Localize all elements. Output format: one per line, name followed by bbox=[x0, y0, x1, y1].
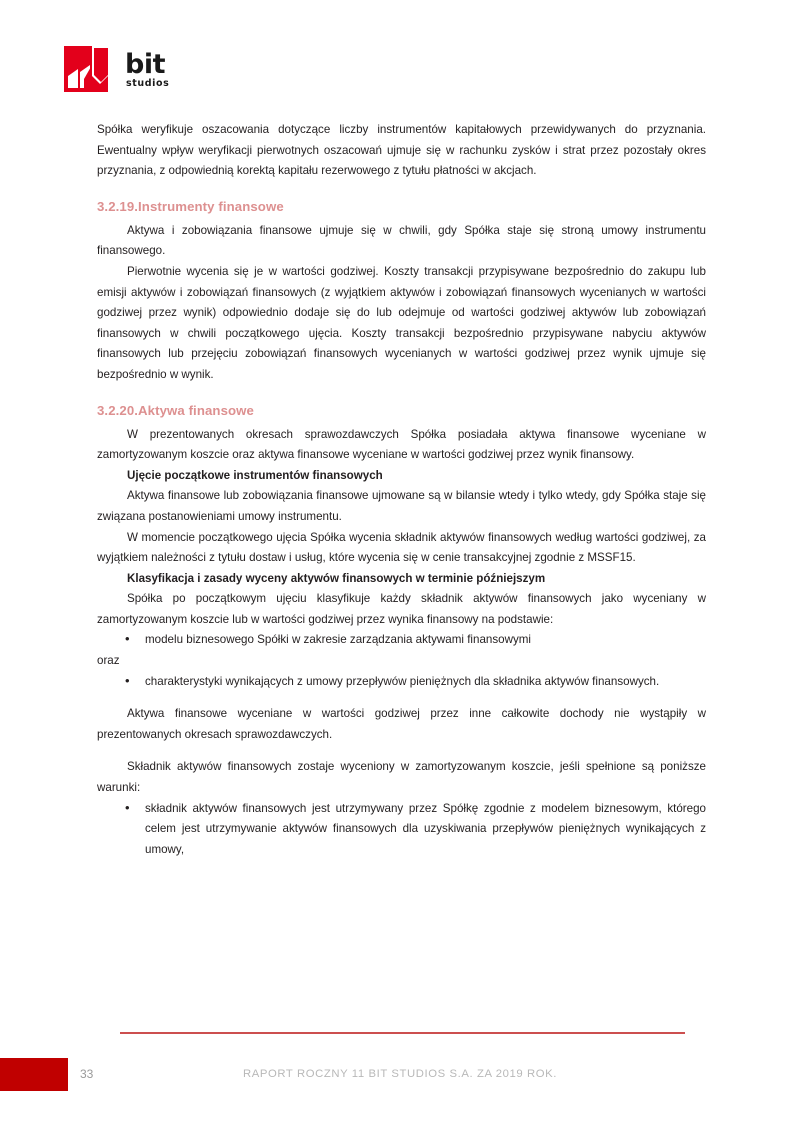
section2-paragraph-2: Aktywa finansowe lub zobowiązania finansowe ujmowane są w bilansie wtedy i tylko wtedy, gdy Spółka staje się związana postanowieniami umowy instrumentu. bbox=[97, 489, 706, 523]
subheading-klasyfikacja: Klasyfikacja i zasady wyceny aktywów finansowych w terminie późniejszym bbox=[127, 571, 546, 585]
connector-oraz: oraz bbox=[97, 654, 120, 668]
section1-paragraph-2: Pierwotnie wycenia się je w wartości godziwej. Koszty transakcji przypisywane bezpośrednio do zakupu lub emisji aktywów i zobowiązań finansowych (z wyjątkiem aktywów i zobowiązań finansowych wycenianych w wartości godziwej przez wynik) odpowiednio dodaje się do lub odejmuje od wartości godziwej aktywów lub zobowiązań finansowych w chwili początkowego ujęcia. Koszty transakcji bezpośrednio przypisywane nabyciu aktywów finansowych lub przejęciu zobowiązań finansowych wycenianych w wartości godziwej przez wynik ujmuje się bezpośrednio w wynik. bbox=[97, 264, 706, 381]
section1-paragraph-1: Aktywa i zobowiązania finansowe ujmuje się w chwili, gdy Spółka staje się stroną umowy instrumentu finansowego. bbox=[97, 223, 706, 258]
list-item: • charakterystyki wynikających z umowy przepływów pieniężnych dla składnika aktywów finansowych. bbox=[97, 672, 706, 693]
section2-paragraph-5: Aktywa finansowe wyceniane w wartości godziwej przez inne całkowite dochody nie wystąpiły w prezentowanych okresach sprawozdawczych. bbox=[97, 707, 706, 741]
bullet-list-charakterystyki bbox=[97, 672, 706, 693]
logo-word-bit: bit bbox=[125, 49, 165, 80]
section2-paragraph-6: Składnik aktywów finansowych zostaje wyceniony w zamortyzowanym koszcie, jeśli spełnione są poniższe warunki: bbox=[97, 760, 706, 795]
document-body bbox=[97, 120, 706, 860]
intro-paragraph: Spółka weryfikuje oszacowania dotyczące liczby instrumentów kapitałowych przewidywanych do przyznania. Ewentualny wpływ weryfikacji pierwotnych oszacowań ujmuje się w rachunku zysków i strat przez pozostały okres przyznania, z odpowiednią korektą kapitału rezerwowego z tytułu płatności w akcjach. bbox=[97, 123, 706, 178]
page-number: 33 bbox=[80, 1067, 94, 1081]
section2-paragraph-3: W momencie początkowego ujęcia Spółka wycenia składnik aktywów finansowych według wartości godziwej, za wyjątkiem należności z tytułu dostaw i usług, które wycenia się w cenie transakcyjnej zgodnie z MSSF15. bbox=[97, 530, 706, 565]
logo-word-studios: studios bbox=[126, 78, 170, 89]
logo-wordmark bbox=[125, 49, 170, 89]
list-item: • modelu biznesowego Spółki w zakresie zarządzania aktywami finansowymi bbox=[97, 630, 706, 651]
bullet-list-warunki bbox=[97, 799, 706, 861]
bullet-list-podstawa bbox=[97, 630, 706, 651]
list-item: • składnik aktywów finansowych jest utrzymywany przez Spółkę zgodnie z modelem biznesowym, którego celem jest utrzymywanie aktywów finansowych dla uzyskiwania przepływów pieniężnych wynikających z umowy, bbox=[97, 799, 706, 861]
subheading-ujecie-poczatkowe: Ujęcie początkowe instrumentów finansowych bbox=[127, 468, 383, 482]
section-heading-3-2-19: 3.2.19.Instrumenty finansowe bbox=[97, 198, 284, 214]
section2-paragraph-1: W prezentowanych okresach sprawozdawczych Spółka posiadała aktywa finansowe wyceniane w zamortyzowanym koszcie oraz aktywa finansowe wyceniane w wartości godziwej przez wynik finansowy. bbox=[97, 427, 706, 462]
footer-text: RAPORT ROCZNY 11 BIT STUDIOS S.A. ZA 2019 ROK. bbox=[242, 1068, 558, 1080]
page-header bbox=[64, 46, 169, 98]
11bit-studios-logo-icon bbox=[64, 46, 120, 92]
footer-divider bbox=[120, 1032, 685, 1034]
section2-paragraph-4: Spółka po początkowym ujęciu klasyfikuje każdy składnik aktywów finansowych jako wyceniany w zamortyzowanym koszcie lub w wartości godziwej przez wynika finansowy na podstawie: bbox=[97, 592, 706, 626]
section-heading-3-2-20: 3.2.20.Aktywa finansowe bbox=[97, 402, 254, 418]
